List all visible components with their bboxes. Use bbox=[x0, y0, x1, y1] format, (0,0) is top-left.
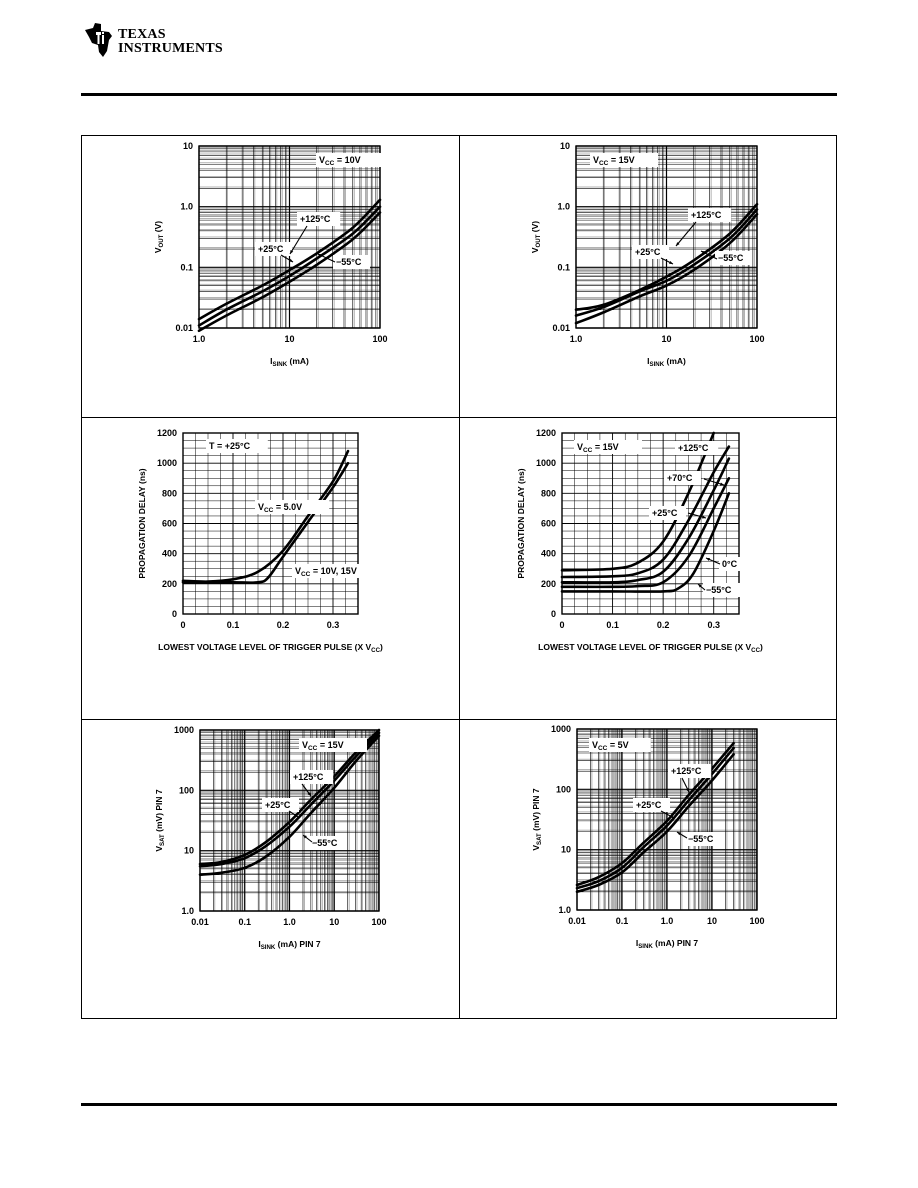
x-tick-label: 0.1 bbox=[606, 620, 619, 630]
x-tick-label: 0 bbox=[559, 620, 565, 630]
x-tick-label: 1.0 bbox=[569, 334, 583, 344]
annotation-label: +25°C bbox=[635, 247, 661, 257]
annotation-label: $V_{CC} = 15V$ bbox=[302, 740, 344, 752]
x-tick-label: 1.0 bbox=[192, 334, 206, 344]
annotation-label: +25°C bbox=[652, 508, 678, 518]
y-tick-label: 1000 bbox=[173, 725, 194, 735]
gridlines bbox=[199, 146, 380, 328]
y-tick-label: 1000 bbox=[156, 458, 177, 469]
x-tick-label: 10 bbox=[661, 334, 672, 344]
ti-logo bbox=[82, 22, 232, 62]
x-tick-label: 10 bbox=[706, 916, 718, 926]
y-tick-label: 10 bbox=[559, 141, 570, 151]
ti-logo-icon bbox=[82, 22, 116, 58]
x-tick-label: 0.2 bbox=[656, 620, 670, 630]
x-tick-label: 1.0 bbox=[283, 917, 296, 927]
x-tick-label: 0.01 bbox=[568, 916, 586, 926]
x-axis-label: $I_{SINK}$ (mA) PIN 7 bbox=[635, 938, 699, 950]
x-axis-label: LOWEST VOLTAGE LEVEL OF TRIGGER PULSE (X $V_{CC}$) bbox=[158, 642, 383, 654]
chart-vsat-vcc15 bbox=[82, 720, 459, 1017]
y-tick-label: 0.1 bbox=[180, 262, 193, 273]
x-tick-label: 0 bbox=[180, 620, 186, 630]
annotation-arrow bbox=[290, 226, 307, 254]
x-tick-label: 0.3 bbox=[326, 620, 340, 630]
annotation-label: −55°C bbox=[688, 834, 714, 844]
annotation-label: +125°C bbox=[691, 210, 722, 220]
y-axis-label: PROPAGATION DELAY (ns) bbox=[516, 468, 526, 579]
x-tick-label: 10 bbox=[329, 917, 340, 927]
annotation-label: +125°C bbox=[678, 443, 709, 453]
brand-line2: INSTRUMENTS bbox=[118, 41, 223, 56]
y-tick-label: 100 bbox=[555, 784, 571, 795]
x-tick-label: 0.1 bbox=[226, 620, 240, 630]
annotation-label: +25°C bbox=[258, 244, 284, 254]
y-tick-label: 200 bbox=[161, 578, 177, 589]
y-tick-label: 600 bbox=[540, 518, 556, 529]
chart-propagation-delay-temp bbox=[460, 418, 836, 719]
y-tick-label: 0.1 bbox=[557, 262, 570, 273]
chart-svg bbox=[460, 418, 836, 719]
y-axis-label: $V_{OUT}$ (V) bbox=[530, 220, 542, 254]
y-axis-label: PROPAGATION DELAY (ns) bbox=[137, 468, 147, 579]
annotation-label: 0°C bbox=[722, 559, 738, 569]
x-tick-label: 1.0 bbox=[660, 916, 674, 926]
y-tick-label: 1.0 bbox=[557, 201, 570, 212]
y-tick-label: 1000 bbox=[535, 458, 556, 469]
chart-svg bbox=[460, 720, 836, 1017]
annotation-label: +25°C bbox=[636, 800, 662, 810]
x-tick-label: 0.1 bbox=[238, 917, 252, 927]
annotation-label: T = +25°C bbox=[209, 441, 251, 451]
chart-svg bbox=[82, 720, 459, 1017]
annotation-label: +70°C bbox=[667, 473, 693, 483]
x-tick-label: 100 bbox=[749, 916, 765, 926]
annotation-label: $V_{CC} = 10V$, 15V bbox=[295, 566, 357, 578]
y-tick-label: 10 bbox=[182, 141, 193, 151]
annotation-label: +125°C bbox=[671, 766, 702, 776]
annotation-label: $V_{CC} = 5.0V$ bbox=[258, 502, 303, 514]
annotation-label: $V_{CC} = 10V$ bbox=[319, 155, 361, 167]
chart-vsat-vcc5 bbox=[460, 720, 836, 1017]
x-tick-label: 100 bbox=[749, 334, 765, 344]
footer-rule bbox=[81, 1103, 837, 1106]
x-tick-label: 100 bbox=[371, 917, 387, 927]
y-tick-label: 800 bbox=[540, 488, 556, 499]
y-tick-label: 1200 bbox=[156, 428, 177, 438]
x-tick-label: 0.1 bbox=[615, 916, 629, 926]
y-tick-label: 0 bbox=[171, 609, 177, 619]
annotation-label: +125°C bbox=[300, 214, 331, 224]
arrow-head bbox=[720, 482, 724, 485]
y-tick-label: 1.0 bbox=[180, 201, 193, 212]
y-tick-label: 100 bbox=[178, 785, 194, 796]
y-tick-label: 600 bbox=[161, 518, 177, 529]
y-tick-label: 10 bbox=[183, 845, 194, 856]
series-line bbox=[562, 459, 729, 583]
annotation-arrow bbox=[676, 222, 696, 246]
x-axis-label: $I_{SINK}$ (mA) bbox=[270, 356, 309, 368]
x-tick-label: 10 bbox=[284, 334, 295, 344]
y-tick-label: 1.0 bbox=[181, 906, 194, 916]
y-tick-label: 0 bbox=[550, 609, 556, 619]
y-axis-label: $V_{SAT}$ (mV) PIN 7 bbox=[154, 789, 166, 852]
annotation-label: −55°C bbox=[706, 585, 732, 595]
annotation-label: +25°C bbox=[265, 800, 291, 810]
annotation-label: $V_{CC} = 5V$ bbox=[592, 740, 629, 752]
y-tick-label: 1200 bbox=[535, 428, 556, 438]
header-rule bbox=[81, 93, 837, 96]
brand-name bbox=[118, 28, 223, 56]
y-tick-label: 800 bbox=[161, 488, 177, 499]
x-tick-label: 0.3 bbox=[707, 620, 720, 630]
chart-svg bbox=[460, 136, 836, 417]
x-tick-label: 100 bbox=[372, 334, 388, 344]
chart-propagation-delay-vcc bbox=[82, 418, 459, 719]
x-tick-label: 0.2 bbox=[276, 620, 290, 630]
annotation-label: $V_{CC} = 15V$ bbox=[593, 155, 635, 167]
gridlines bbox=[183, 433, 358, 614]
y-tick-label: 10 bbox=[560, 844, 571, 855]
y-axis-label: $V_{OUT}$ (V) bbox=[153, 220, 165, 254]
y-tick-label: 400 bbox=[161, 548, 177, 559]
annotation-label: $V_{CC} = 15V$ bbox=[577, 442, 619, 454]
annotation-label: −55°C bbox=[718, 253, 744, 263]
x-axis-label: LOWEST VOLTAGE LEVEL OF TRIGGER PULSE (X $V_{CC}$) bbox=[538, 642, 763, 654]
y-tick-label: 1000 bbox=[550, 724, 571, 734]
annotation-label: +125°C bbox=[293, 772, 324, 782]
y-tick-label: 0.01 bbox=[552, 323, 570, 333]
chart-svg bbox=[82, 418, 459, 719]
chart-svg bbox=[82, 136, 459, 417]
chart-vout-vcc10 bbox=[82, 136, 459, 417]
brand-line1: TEXAS bbox=[118, 27, 166, 42]
y-axis-label: $V_{SAT}$ (mV) PIN 7 bbox=[531, 788, 543, 851]
annotation-label: −55°C bbox=[336, 257, 362, 267]
chart-vout-vcc15 bbox=[460, 136, 836, 417]
x-tick-label: 0.01 bbox=[191, 917, 209, 927]
x-axis-label: $I_{SINK}$ (mA) PIN 7 bbox=[258, 939, 321, 951]
y-tick-label: 200 bbox=[540, 578, 556, 589]
y-tick-label: 0.01 bbox=[175, 323, 193, 333]
annotation-label: −55°C bbox=[312, 838, 338, 848]
y-tick-label: 400 bbox=[540, 548, 556, 559]
y-tick-label: 1.0 bbox=[558, 905, 571, 915]
x-axis-label: $I_{SINK}$ (mA) bbox=[647, 356, 686, 368]
